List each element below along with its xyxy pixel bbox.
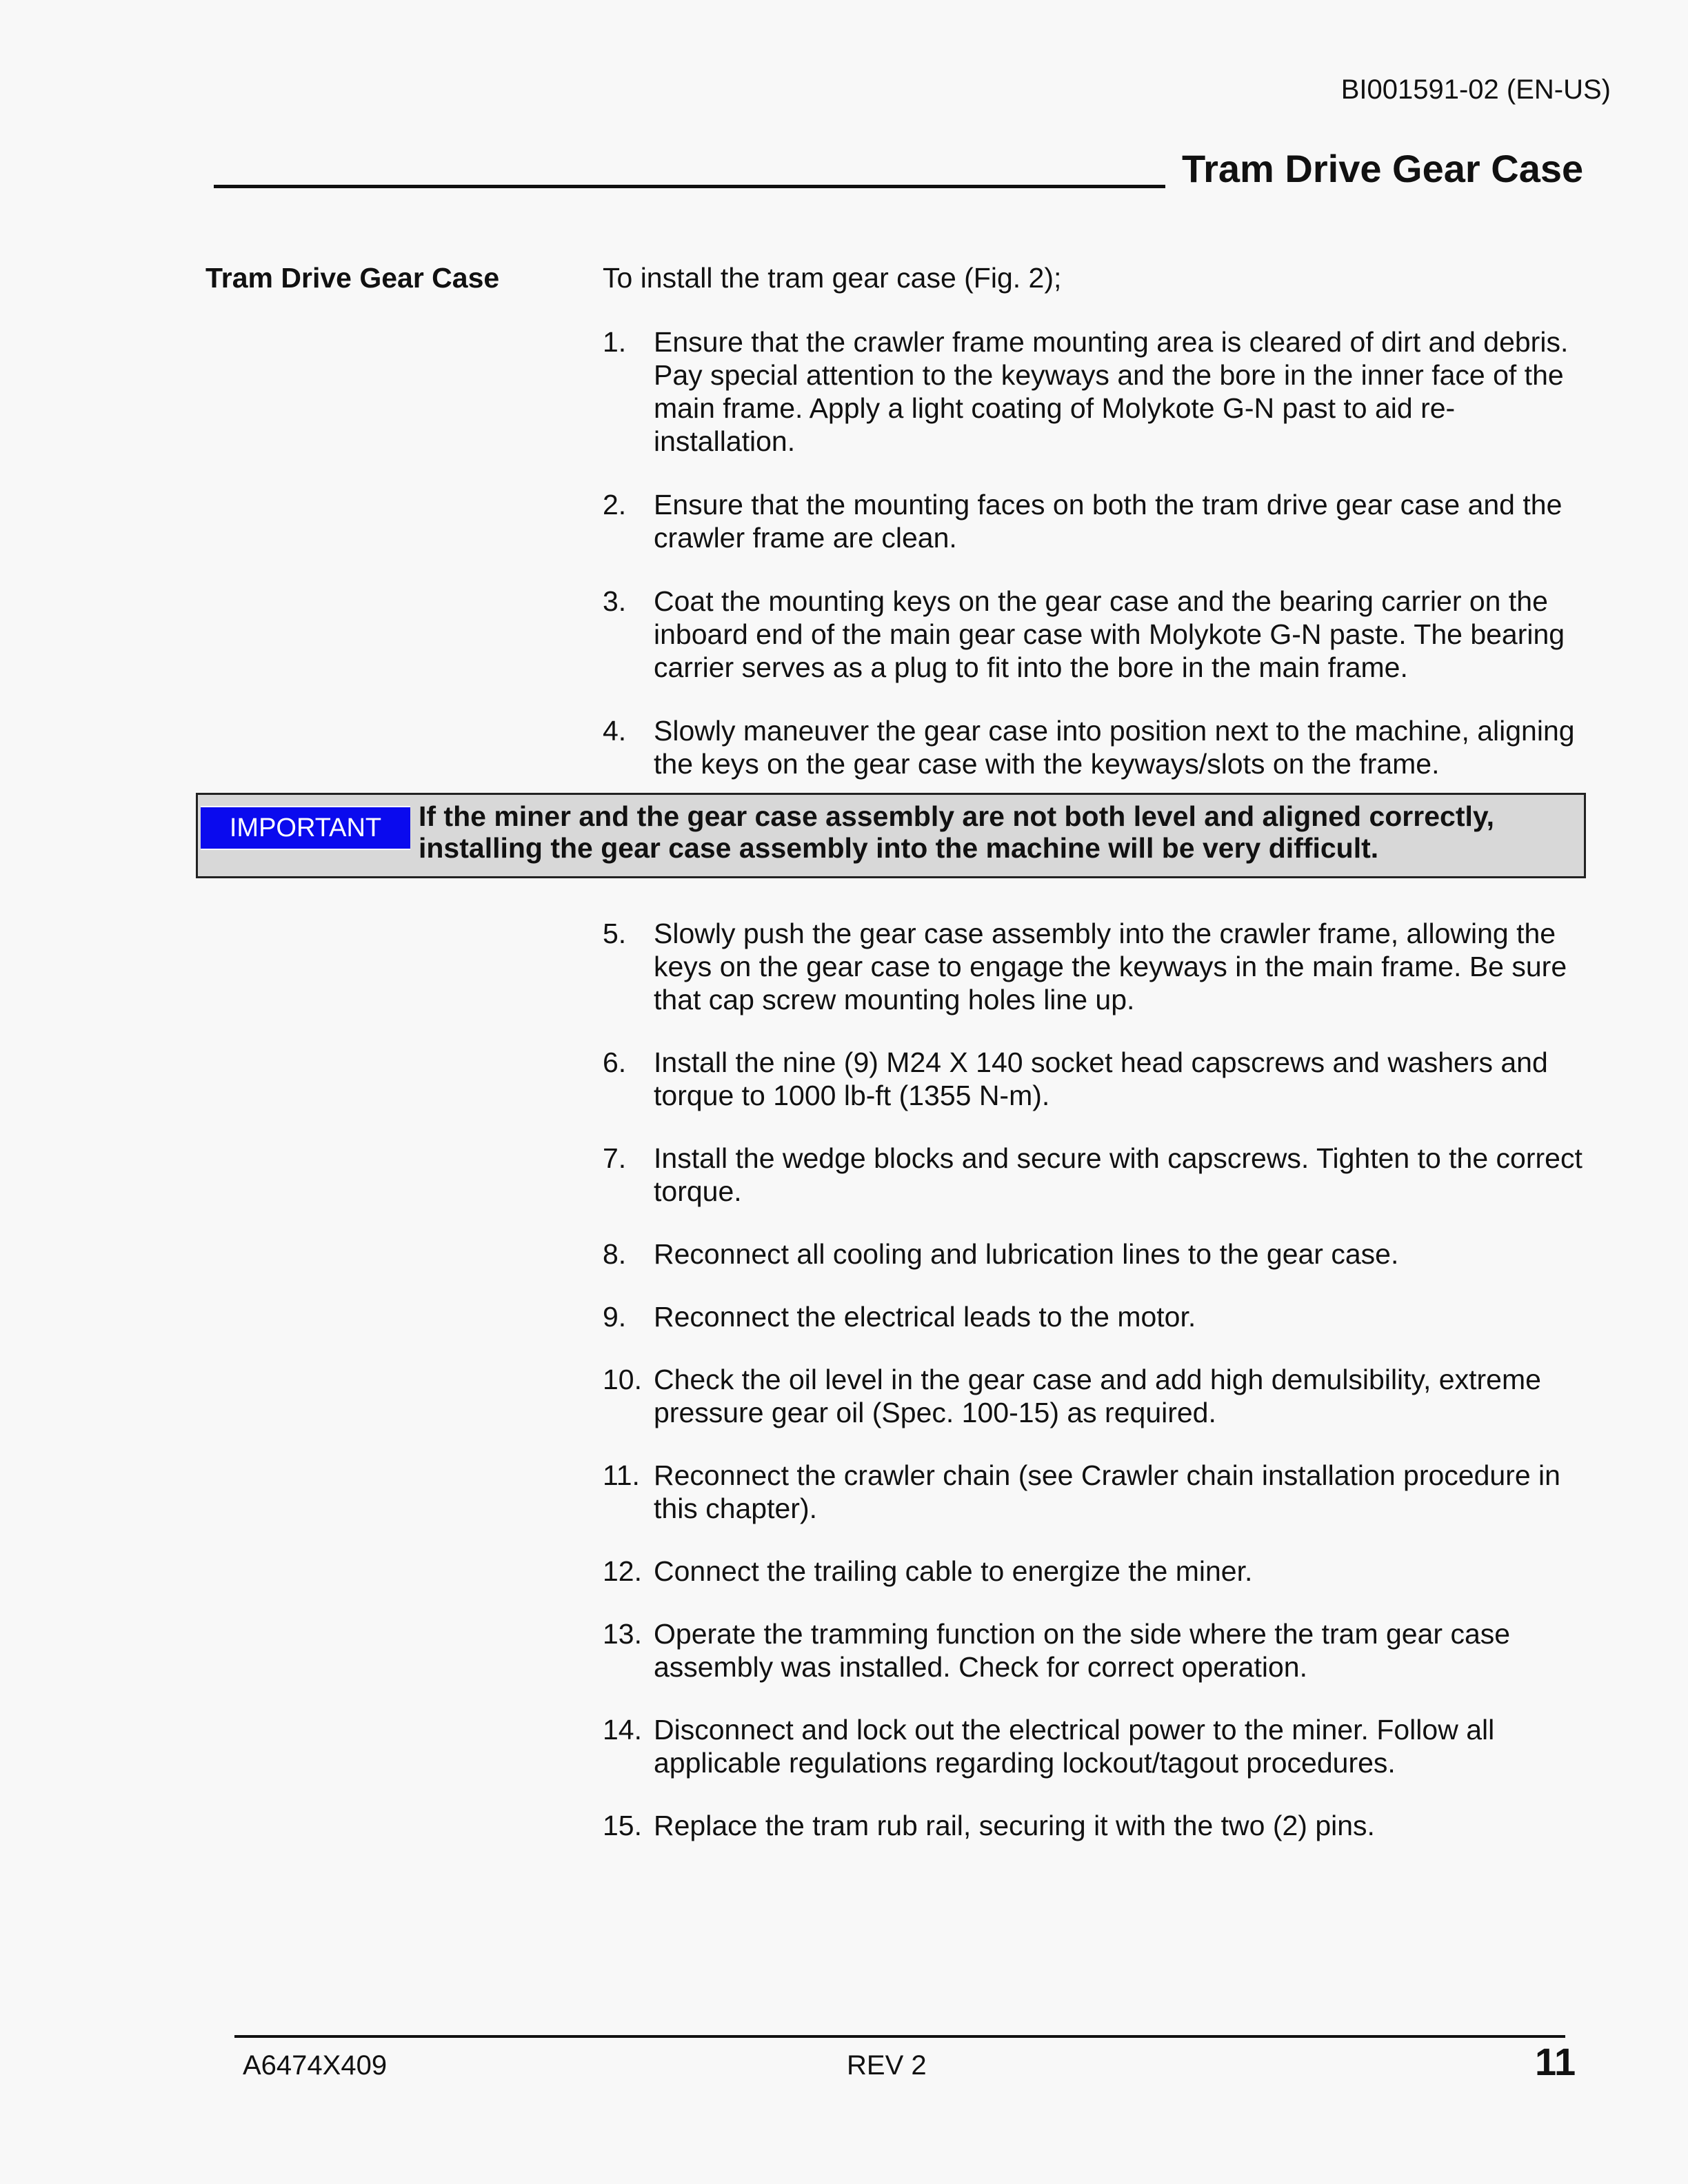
list-item	[603, 1713, 1589, 1779]
step-text: Connect the trailing cable to energize the miner.	[654, 1555, 1253, 1587]
step-number: 4.	[603, 715, 627, 747]
important-notice	[196, 793, 1586, 878]
step-number: 1.	[603, 326, 627, 358]
part-number: A6474X409	[243, 2050, 388, 2081]
step-number: 5.	[603, 918, 627, 949]
step-text: Install the nine (9) M24 X 140 socket head capscrews and washers and torque to 1000 lb-ft (1355 N-m).	[654, 1046, 1548, 1111]
step-text: Operate the tramming function on the side where the tram gear case assembly was installed. Check for correct operation.	[654, 1618, 1511, 1683]
step-text: Check the oil level in the gear case and add high demulsibility, extreme pressure gear oil (Spec. 100-15) as required.	[654, 1364, 1541, 1428]
step-text: Reconnect the crawler chain (see Crawler chain installation procedure in this chapter).	[654, 1459, 1560, 1524]
important-badge: IMPORTANT	[201, 806, 410, 850]
step-text: Replace the tram rub rail, securing it with the two (2) pins.	[654, 1810, 1375, 1841]
list-item	[603, 1300, 1589, 1333]
list-item	[603, 1555, 1589, 1588]
list-item	[603, 1363, 1589, 1429]
list-item	[603, 1459, 1589, 1525]
list-item	[603, 1617, 1589, 1684]
step-number: 13.	[603, 1618, 642, 1650]
footer-rule	[234, 2035, 1565, 2038]
step-text: Slowly push the gear case assembly into the crawler frame, allowing the keys on the gear case to engage the keyways in the main frame. Be sure that cap screw mounting holes line up.	[654, 918, 1567, 1015]
step-number: 7.	[603, 1142, 627, 1174]
list-item	[603, 1142, 1589, 1208]
step-text: Reconnect the electrical leads to the motor.	[654, 1301, 1196, 1333]
revision: REV 2	[847, 2050, 927, 2081]
step-text: Slowly maneuver the gear case into position next to the machine, aligning the keys on the gear case with the keyways/slots on the frame.	[654, 715, 1575, 780]
list-item	[603, 1237, 1589, 1271]
step-number: 6.	[603, 1046, 627, 1078]
document-id: BI001591-02 (EN-US)	[1340, 74, 1611, 105]
step-number: 8.	[603, 1238, 627, 1270]
step-text: Disconnect and lock out the electrical power to the miner. Follow all applicable regulations regarding lockout/tagout procedures.	[654, 1714, 1495, 1779]
page-number: 11	[1535, 2040, 1576, 2083]
list-item	[603, 1046, 1589, 1112]
step-text: Reconnect all cooling and lubrication lines to the gear case.	[654, 1238, 1399, 1270]
step-number: 15.	[603, 1810, 642, 1841]
list-item	[603, 917, 1589, 1016]
step-number: 14.	[603, 1714, 642, 1746]
header-rule	[214, 185, 1165, 188]
list-item	[603, 325, 1589, 458]
section-heading: Tram Drive Gear Case	[205, 262, 500, 294]
step-number: 10.	[603, 1364, 642, 1395]
intro-text: To install the tram gear case (Fig. 2);	[603, 262, 1062, 294]
step-text: Ensure that the crawler frame mounting area is cleared of dirt and debris. Pay special attention to the keyways and the bore in the inner face of the main frame. Apply a light coating of Molykote G-N past to aid re-installation.	[654, 326, 1569, 457]
steps-list-before	[603, 325, 1589, 811]
step-number: 9.	[603, 1301, 627, 1333]
list-item	[603, 488, 1589, 554]
list-item	[603, 714, 1589, 780]
steps-list-after	[603, 917, 1589, 1872]
list-item	[603, 1809, 1589, 1842]
step-number: 2.	[603, 489, 627, 520]
step-text: Coat the mounting keys on the gear case and the bearing carrier on the inboard end of the main gear case with Molykote G-N paste. The bearing carrier serves as a plug to fit into the bore in the main frame.	[654, 585, 1565, 683]
step-text: Ensure that the mounting faces on both the tram drive gear case and the crawler frame are clean.	[654, 489, 1563, 554]
step-number: 12.	[603, 1555, 642, 1587]
list-item	[603, 585, 1589, 684]
important-text: If the miner and the gear case assembly are not both level and aligned correctly, installing the gear case assembly into the machine will be very difficult.	[419, 800, 1495, 864]
page-title: Tram Drive Gear Case	[1182, 147, 1584, 190]
step-number: 3.	[603, 585, 627, 617]
step-number: 11.	[603, 1459, 640, 1491]
step-text: Install the wedge blocks and secure with capscrews. Tighten to the correct torque.	[654, 1142, 1582, 1207]
